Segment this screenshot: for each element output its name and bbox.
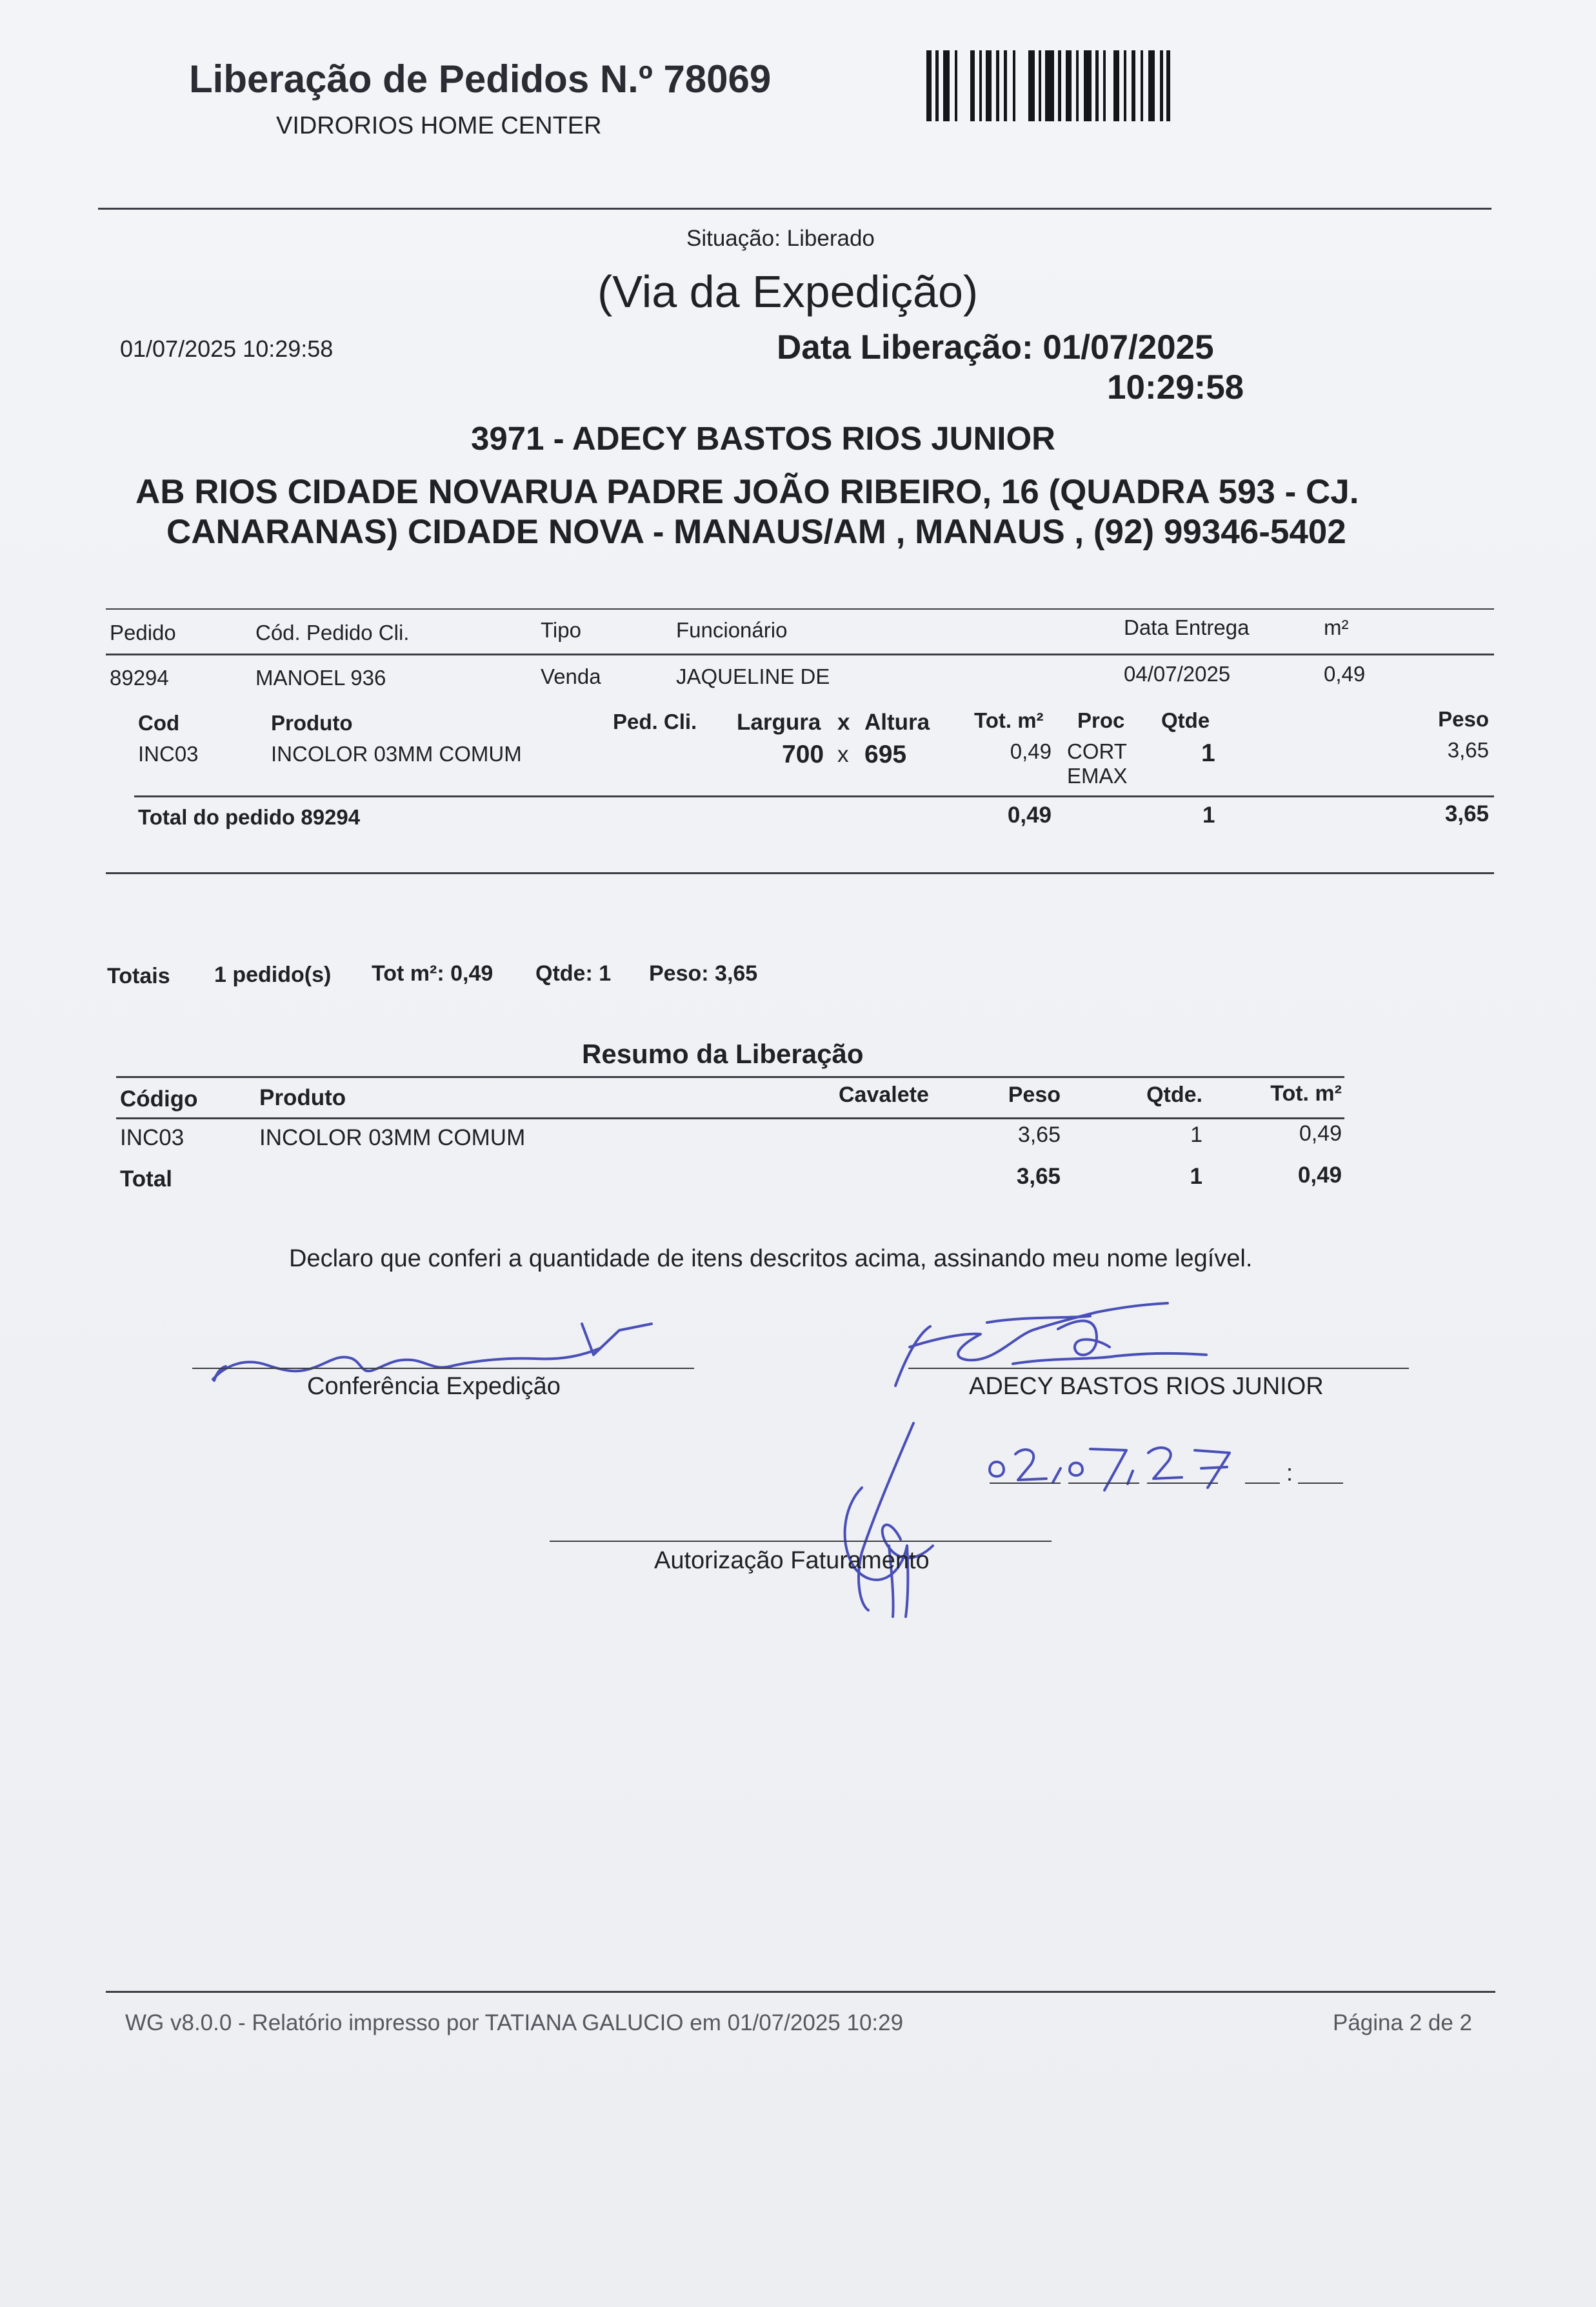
header-tipo: Tipo	[541, 618, 581, 642]
row-pedido: 89294	[110, 666, 169, 690]
header-data-entrega: Data Entrega	[1124, 615, 1250, 639]
summary-total-qtde: 1	[1190, 1164, 1202, 1189]
summary-row-produto: INCOLOR 03MM COMUM	[259, 1125, 526, 1150]
copy-label: (Via da Expedição)	[597, 266, 979, 317]
release-date: Data Liberação: 01/07/2025	[777, 328, 1214, 366]
summary-header-produto: Produto	[259, 1085, 346, 1110]
client-address-line2: CANARANAS) CIDADE NOVA - MANAUS/AM , MANAUS , (92) 99346-5402	[166, 513, 1346, 551]
item-qtde: 1	[1201, 739, 1215, 767]
row-data-entrega: 04/07/2025	[1124, 662, 1231, 686]
totals-label: Totais	[107, 964, 170, 988]
summary-header-line	[116, 1117, 1344, 1119]
totals-tot-m2: Tot m²: 0,49	[372, 961, 494, 986]
row-tipo: Venda	[541, 664, 601, 688]
client-signature-label: ADECY BASTOS RIOS JUNIOR	[969, 1373, 1324, 1400]
date-line-month	[1068, 1483, 1139, 1484]
footer-page: Página 2 de 2	[1333, 2010, 1473, 2035]
item-produto: INCOLOR 03MM COMUM	[271, 742, 522, 766]
date-line-minute	[1298, 1483, 1343, 1484]
totals-pedidos: 1 pedido(s)	[214, 963, 332, 987]
item-header-cod: Cod	[138, 711, 180, 735]
item-header-tot-m2: Tot. m²	[974, 708, 1044, 732]
footer-divider	[106, 1991, 1495, 1993]
order-table-bottom-line	[106, 872, 1494, 874]
row-m2: 0,49	[1324, 662, 1366, 686]
date-line-day	[990, 1483, 1061, 1484]
client-name: 3971 - ADECY BASTOS RIOS JUNIOR	[471, 420, 1055, 457]
summary-header-tot-m2: Tot. m²	[1270, 1081, 1342, 1106]
summary-row-peso: 3,65	[1017, 1123, 1061, 1147]
summary-header-peso: Peso	[1008, 1083, 1061, 1107]
order-total-line	[134, 795, 1494, 797]
release-time: 10:29:58	[1107, 368, 1244, 406]
declaration-text: Declaro que conferi a quantidade de itens descritos acima, assinando meu nome legível.	[289, 1245, 1253, 1272]
item-header-produto: Produto	[271, 711, 353, 735]
order-table-top-line	[106, 608, 1494, 610]
date-line-year	[1147, 1483, 1218, 1484]
print-datetime: 01/07/2025 10:29:58	[120, 335, 334, 362]
autorizacao-signature-line	[550, 1541, 1052, 1542]
summary-total-label: Total	[120, 1166, 173, 1192]
header-pedido: Pedido	[110, 621, 176, 644]
item-largura: 700	[782, 741, 824, 768]
document-title: Liberação de Pedidos N.º 78069	[189, 57, 772, 101]
header-m2: m²	[1324, 615, 1349, 639]
order-total-label: Total do pedido 89294	[138, 805, 361, 829]
item-header-ped-cli: Ped. Cli.	[613, 710, 697, 734]
item-header-peso: Peso	[1438, 707, 1489, 731]
order-total-peso: 3,65	[1444, 801, 1489, 826]
summary-row-tot-m2: 0,49	[1299, 1121, 1342, 1146]
order-total-qtde: 1	[1202, 803, 1215, 828]
item-header-proc: Proc	[1077, 708, 1125, 732]
row-funcionario: JAQUELINE DE	[676, 664, 830, 688]
summary-title: Resumo da Liberação	[582, 1039, 864, 1069]
summary-total-peso: 3,65	[1016, 1164, 1061, 1189]
date-colon: :	[1286, 1459, 1293, 1486]
footer-printed-by: WG v8.0.0 - Relatório impresso por TATIANA GALUCIO em 01/07/2025 10:29	[125, 2010, 904, 2035]
barcode	[926, 50, 1170, 121]
item-header-altura: Altura	[864, 710, 930, 735]
summary-header-cavalete: Cavalete	[839, 1083, 929, 1107]
client-signature-line	[908, 1368, 1409, 1369]
summary-total-tot-m2: 0,49	[1297, 1163, 1342, 1188]
summary-header-codigo: Código	[120, 1086, 198, 1112]
item-cod: INC03	[138, 742, 199, 766]
item-x: x	[837, 742, 849, 767]
date-line-hour	[1245, 1483, 1280, 1484]
autorizacao-signature	[830, 1417, 959, 1623]
header-divider	[98, 208, 1491, 210]
totals-peso: Peso: 3,65	[649, 961, 758, 986]
client-address-line1: AB RIOS CIDADE NOVARUA PADRE JOÃO RIBEIRO, 16 (QUADRA 593 - CJ.	[135, 473, 1359, 511]
order-table-header-line	[106, 654, 1494, 655]
header-cod-pedido-cli: Cód. Pedido Cli.	[255, 621, 410, 644]
summary-top-line	[116, 1076, 1344, 1078]
item-peso: 3,65	[1447, 738, 1489, 762]
item-tot-m2: 0,49	[1010, 739, 1052, 763]
conferencia-signature-line	[192, 1368, 694, 1369]
status-text: Situação: Liberado	[686, 226, 875, 251]
item-proc-1: CORT	[1067, 739, 1127, 763]
handwritten-date	[984, 1431, 1307, 1495]
item-header-x: x	[837, 710, 850, 735]
summary-header-qtde: Qtde.	[1146, 1083, 1202, 1107]
summary-row-qtde: 1	[1190, 1123, 1202, 1147]
totals-qtde: Qtde: 1	[535, 961, 612, 986]
row-cod-pedido-cli: MANOEL 936	[255, 666, 386, 690]
item-header-largura: Largura	[737, 710, 821, 735]
header-funcionario: Funcionário	[676, 618, 788, 642]
item-proc-2: EMAX	[1067, 764, 1128, 788]
conferencia-label: Conferência Expedição	[307, 1373, 561, 1400]
item-header-qtde: Qtde	[1161, 708, 1210, 732]
order-total-tot-m2: 0,49	[1007, 803, 1052, 828]
autorizacao-label: Autorização Faturamento	[654, 1547, 930, 1574]
company-name: VIDRORIOS HOME CENTER	[276, 112, 602, 139]
summary-row-codigo: INC03	[120, 1125, 185, 1150]
item-altura: 695	[864, 741, 907, 768]
